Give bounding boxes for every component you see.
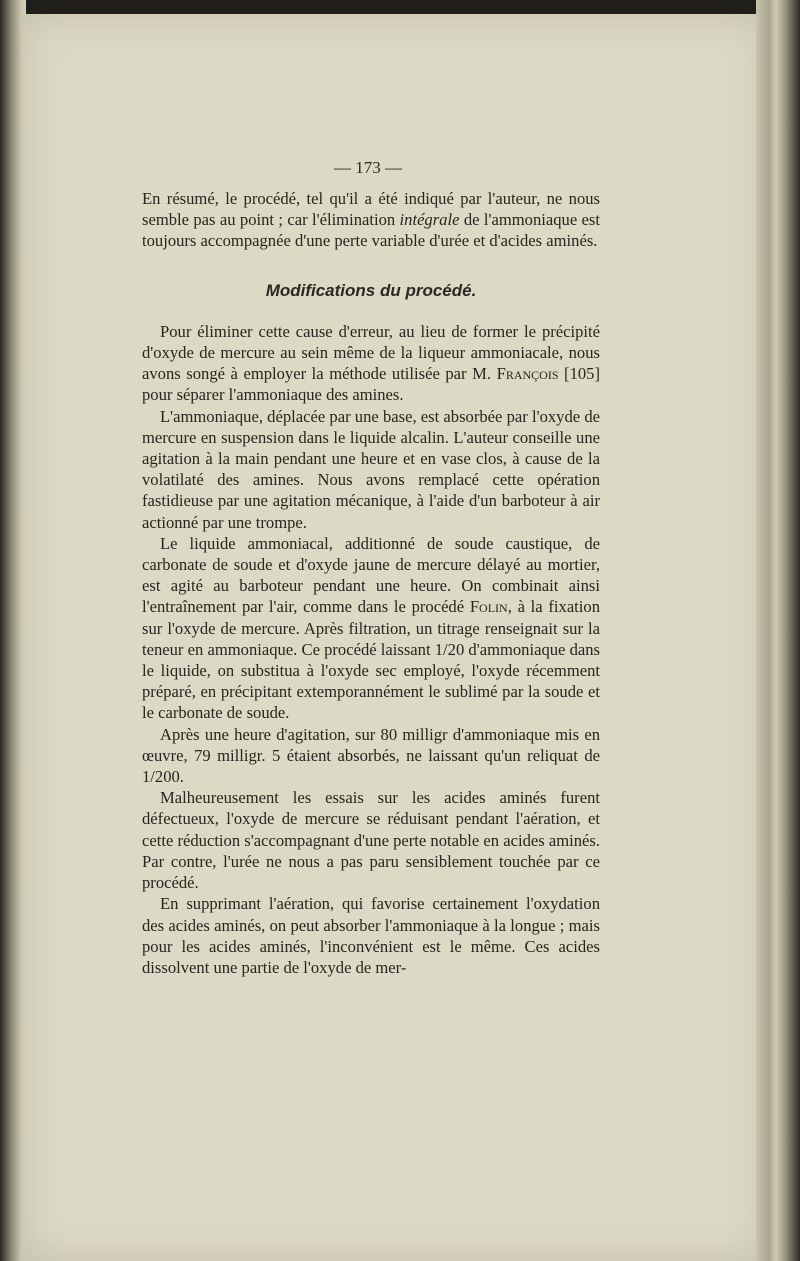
paragraph-4: Après une heure d'agitation, sur 80 milligr d'ammoniaque mis en œuvre, 79 milligr. 5 étaient absorbés, ne laissant qu'un reliquat de 1/200. <box>142 724 600 787</box>
author-name: François <box>496 364 559 384</box>
intro-emphasis: intégrale <box>399 210 460 230</box>
body-text <box>142 188 600 978</box>
intro-text-end: de l'ammoniaque est toujours accompagnée d'une perte variable d'urée et d'acides aminés. <box>142 210 600 251</box>
intro-text-start: En résumé, le procédé, tel qu'il a été indiqué par l'auteur, ne nous semble pas au point ; car l'élimination <box>142 189 600 230</box>
paragraph-1 <box>142 321 600 406</box>
p3-text-start: Le liquide ammoniacal, additionné de soude caustique, de carbonate de soude et d'oxyde jaune de mercure délayé au mortier, est agité au barboteur pendant une heure. On combinait ainsi l'entraînement par l'air, comme dans le procédé <box>142 533 600 617</box>
intro-paragraph <box>142 188 600 252</box>
author-name: Folin <box>469 597 508 617</box>
section-heading: Modifications du procédé. <box>265 280 477 300</box>
p1-text-start: Pour éliminer cette cause d'erreur, au lieu de former le précipité d'oxyde de mercure au sein même de la liqueur ammoniacale, nous avons songé à employer la méthode utilisée par M. <box>142 321 600 384</box>
paragraph-5: Malheureusement les essais sur les acides aminés furent défectueux, l'oxyde de mercure se réduisant pendant l'aération, et cette réduction s'accompagnant d'une perte notable en acides aminés. Par contre, l'urée ne nous a pas paru sensiblement touchée par ce procédé. <box>142 788 600 893</box>
page-number: — 173 — <box>334 158 402 177</box>
paragraph-2: L'ammoniaque, déplacée par une base, est absorbée par l'oxyde de mercure en suspension dans le liquide alcalin. L'auteur conseille une agitation à la main pendant une heure et en vase clos, à cause de la volatilaté des amines. Nous avons remplacé cette opération fastidieuse par une agitation mécanique, à l'aide d'un barboteur à air actionné par une trompe. <box>142 406 600 532</box>
paragraph-6: En supprimant l'aération, qui favorise certainement l'oxydation des acides aminés, on peut absorber l'ammoniaque à la longue ; mais pour les acides aminés, l'inconvénient est le même. Ces acides dissolvent une partie de l'oxyde de mer- <box>142 894 600 977</box>
paragraph-3 <box>142 533 600 724</box>
p3-text-end: , à la fixation sur l'oxyde de mercure. Après filtration, un titrage renseignait sur la teneur en ammoniaque. Ce procédé laissant 1/20 d'ammoniaque dans le liquide, on substitua à l'oxyde sec employé, l'oxyde récemment préparé, en précipitant extemporannément le sublimé par la soude et le carbonate de soude. <box>142 597 600 723</box>
book-fore-edge <box>756 0 800 1261</box>
p1-text-end: [105] pour séparer l'ammoniaque des amines. <box>142 364 600 405</box>
